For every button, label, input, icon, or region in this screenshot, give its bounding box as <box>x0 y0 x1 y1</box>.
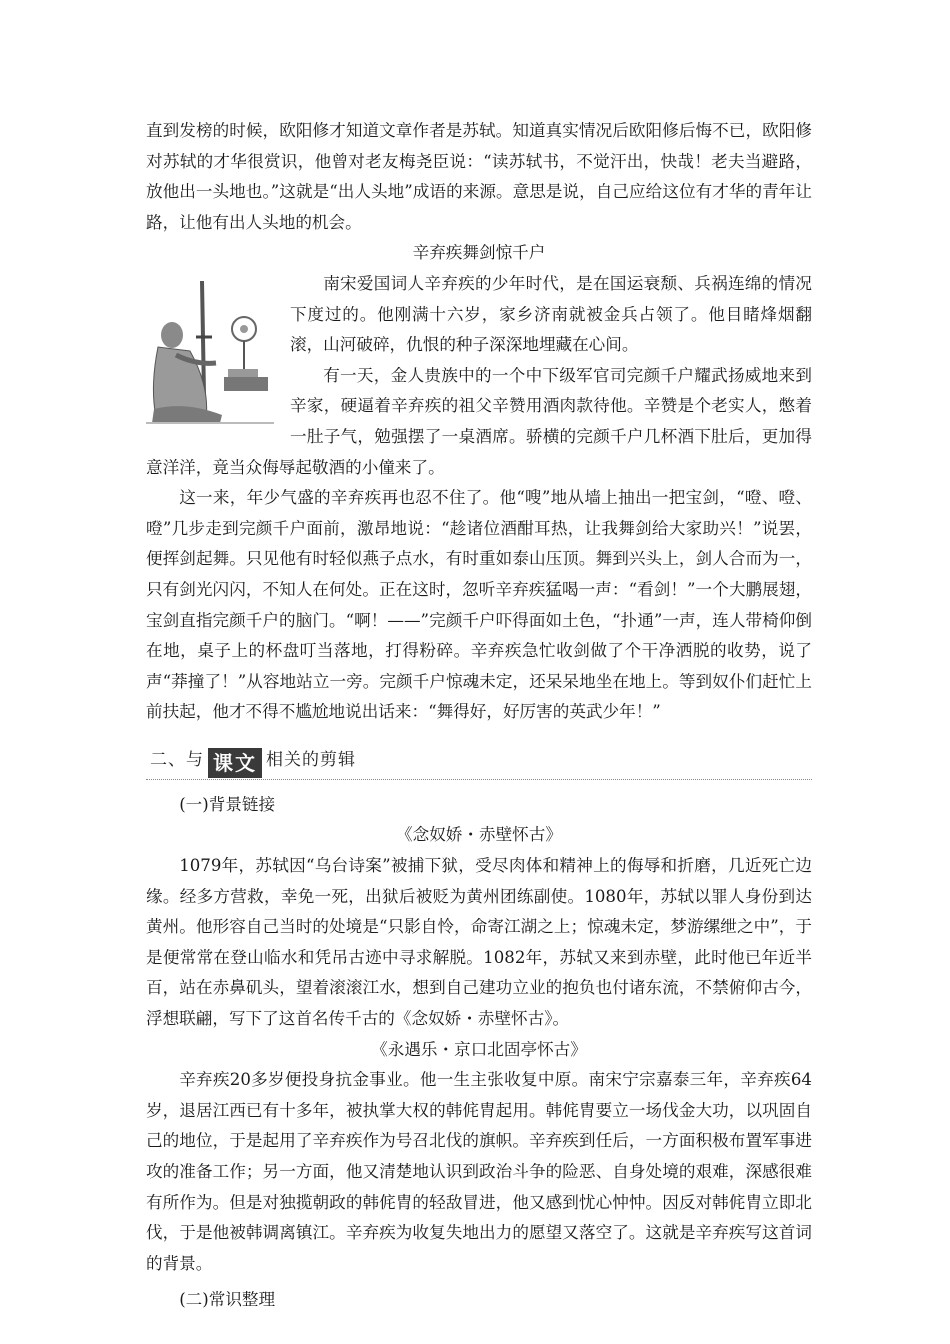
background-item-text: 1079年，苏轼因“乌台诗案”被捕下狱，受尽肉体和精神上的侮辱和折磨，几近死亡边缘。经多方营救，幸免一死，出狱后被贬为黄州团练副使。1080年，苏轼以罪人身份到达黄州。他形容自己当时的处境是“只影自怜，命寄江湖之上；惊魂未定，梦游缧绁之中”，于是便常常在登山临水和凭吊古迹中寻求解脱。1082年，苏轼又来到赤壁，此时他已年近半百，站在赤鼻矶头，望着滚滚江水，想到自己建功立业的抱负也付诸东流，不禁俯仰古今，浮想联翩，写下了这首名传千古的《念奴娇・赤壁怀古》。 <box>146 856 812 1029</box>
intro-paragraph: 直到发榜的时候，欧阳修才知道文章作者是苏轼。知道真实情况后欧阳修后悔不已，欧阳修对苏轼的才华很赏识，他曾对老友梅尧臣说：“读苏轼书，不觉汗出，快哉！老夫当避路，放他出一头地也。”这就是“出人头地”成语的来源。意思是说，自己应给这位有才华的青年让路，让他有出人头地的机会。 <box>146 121 812 232</box>
xin-qiji-sword-illustration <box>146 277 274 427</box>
knowledge-heading: (二)常识整理 <box>179 1290 276 1310</box>
story-paragraph-3: 这一来，年少气盛的辛弃疾再也忍不住了。他“嗖”地从墙上抽出一把宝剑，“噔、噔、噔”几步走到完颜千户面前，激昂地说：“趁诸位酒酣耳热，让我舞剑给大家助兴！”说罢，便挥剑起舞。只见他有时轻似燕子点水，有时重如泰山压顶。舞到兴头上，剑人合而为一，只有剑光闪闪，不知人在何处。正在这时，忽听辛弃疾猛喝一声：“看剑！”一个大鹏展翅，宝剑直指完颜千户的脑门。“啊！——”完颜千户吓得面如土色，“扑通”一声，连人带椅仰倒在地，桌子上的杯盘叮当落地，打得粉碎。辛弃疾急忙收剑做了个干净洒脱的收势，说了声“莽撞了！”从容地站立一旁。完颜千户惊魂未定，还呆呆地坐在地上。等到奴仆们赶忙上前扶起，他才不得不尴尬地说出话来：“舞得好，好厉害的英武少年！” <box>146 488 812 722</box>
story-paragraph-1: 南宋爱国词人辛弃疾的少年时代，是在国运衰颓、兵祸连绵的情况下度过的。他刚满十六岁，家乡济南就被金兵占领了。他目睹烽烟翻滚，山河破碎，仇恨的种子深深地埋藏在心间。 <box>290 273 812 355</box>
section-heading <box>146 742 812 782</box>
section-heading-highlight: 课文 <box>208 748 262 778</box>
story-paragraph-2: 有一天，金人贵族中的一个中下级军官司完颜千户耀武扬威地来到辛家，硬逼着辛弃疾的祖父辛赞用酒肉款待他。辛赞是个老实人，憋着一肚子气，勉强摆了一桌酒席。骄横的完颜千户几杯酒下肚后，更加得意洋洋，竟当众侮辱起敬酒的小僮来了。 <box>146 365 812 477</box>
story-title: 辛弃疾舞剑惊千户 <box>412 243 546 263</box>
section-heading-suffix: 相关的剪辑 <box>266 750 356 771</box>
background-item-text: 辛弃疾20多岁便投身抗金事业。他一生主张收复中原。南宋宁宗嘉泰三年，辛弃疾64岁，退居江西已有十多年，被执掌大权的韩侂胄起用。韩侂胄要立一场伐金大功，以巩固自己的地位，于是起用了辛弃疾作为号召北伐的旗帜。辛弃疾到任后，一方面积极布置军事进攻的准备工作；另一方面，他又清楚地认识到政治斗争的险恶、自身处境的艰难，深感很难有所作为。但是对独揽朝政的韩侂胄的轻敌冒进，他又感到忧心忡忡。因反对韩侂胄立即北伐，于是他被韩调离镇江。辛弃疾为收复失地出力的愿望又落空了。这就是辛弃疾写这首词的背景。 <box>146 1070 812 1273</box>
document-page <box>146 116 812 1316</box>
background-item-title: 《念奴娇・赤壁怀古》 <box>396 825 562 845</box>
background-heading: (一)背景链接 <box>179 794 276 814</box>
story-block <box>146 269 812 483</box>
section-heading-prefix: 二、与 <box>150 750 204 771</box>
background-item-title: 《永遇乐・京口北固亭怀古》 <box>371 1039 587 1059</box>
section-divider <box>146 779 812 780</box>
